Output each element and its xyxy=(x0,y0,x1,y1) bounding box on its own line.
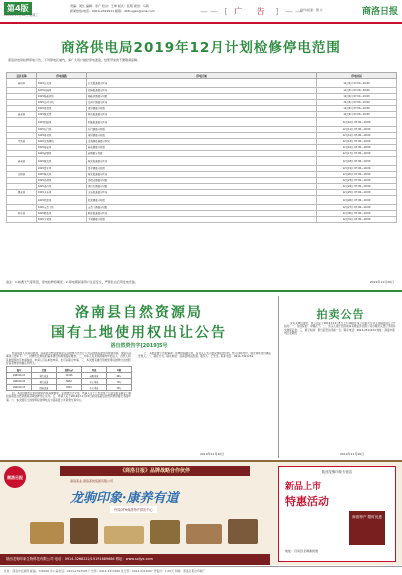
outage-cell: 10kV商镇线 xyxy=(37,151,87,157)
outage-cell: 10kV沙河子线 xyxy=(37,100,87,106)
land-notice-date: 2019年11月20日 xyxy=(200,452,225,456)
outage-cell: 12月13日 07:00—19:00 xyxy=(317,139,397,145)
outage-cell: 10kV富水线 xyxy=(37,166,87,172)
outage-cell: 10kV漫川线 xyxy=(37,184,87,190)
outage-cell: 12月16日 07:00—19:00 xyxy=(317,145,397,151)
outage-cell: 10kV高坝线 xyxy=(37,178,87,184)
outage-cell: 龙驹寨街道部分区域 xyxy=(87,139,317,145)
land-cell: 住宅用地 xyxy=(82,385,107,391)
outage-cell: 12月6日 07:00—19:00 xyxy=(317,106,397,112)
outage-cell: 下梁镇部分村组 xyxy=(87,217,317,223)
outage-intro: 商洛供电局检修停电公告，下列停电区域内，请广大用户做好停电准备，给您带来的不便敬请谅解。 xyxy=(8,58,141,62)
outage-cell: 12月11日 07:00—19:00 xyxy=(317,127,397,133)
outage-cell: 丹凤县 xyxy=(7,139,37,145)
outage-cell: 石门镇部分村组 xyxy=(87,127,317,133)
page-footer: 社址：商洛市北新街 邮编：726000 办公室电话：0914-2312345 广告部：0914-2313456 发行部：0914-2314567 零售价：1.00元 印刷：商洛日报社印刷厂 xyxy=(0,566,402,575)
outage-cell: 棣花镇部分村组 xyxy=(87,145,317,151)
land-cell: LN2019-02 xyxy=(7,379,32,385)
outage-cell: 12月19日 07:00—19:00 xyxy=(317,166,397,172)
land-continued-text: 四、本次挂牌出让的详细资料和具体要求，见挂牌出让文件。申请人可于公告发布之日起至报名截止日前到洛南县自然资源局获取挂牌出让文件。五、申请人可于2019年12月10日前到洛南县自然资源局提交书面申请。六、本次国有土地使用权挂牌地点为洛南县公共资源交易中心。 xyxy=(6,392,132,402)
outage-cell: 12月30日 07:00—19:00 xyxy=(317,211,397,217)
outage-cell: 12月24日 07:00—19:00 xyxy=(317,184,397,190)
land-right-text: 七、其他需要公告的事项：挂牌时间截止时，有竞买人表示愿意继续竞价的，转入现场竞价，通过现场竞价确定竞得人。八、联系方式。联系地址：洛南县城关街道。联系人：王先生。联系电话：0914-7321234 xyxy=(138,352,272,359)
outage-title: 商洛供电局2019年12月计划检修停电范围 xyxy=(61,40,341,56)
land-title-agency: 洛南县自然资源局 xyxy=(75,305,203,321)
outage-cell: 12月20日 07:00—19:00 xyxy=(317,172,397,178)
outage-cell: 12月23日 07:00—19:00 xyxy=(317,178,397,184)
outage-cell: 北关街道部分区域 xyxy=(87,79,317,88)
product-image xyxy=(228,519,258,544)
outage-cell: 山阳县 xyxy=(7,172,37,178)
land-cell: 住宅用地 xyxy=(82,379,107,385)
outage-cell: 12月12日 07:00—19:00 xyxy=(317,133,397,139)
outage-source-date: 2019年11月20日 xyxy=(369,280,394,284)
ad-contact-bar: 陕西龙驹印象生物科技有限公司 电话：0914-3268222/15191689686 网址：www.sxljyx.com xyxy=(0,554,270,565)
outage-cell: 景村镇部分村组 xyxy=(87,133,317,139)
masthead-credits xyxy=(70,4,180,14)
outage-cell: 城关街道部分区域 xyxy=(87,112,317,118)
outage-cell: 10kV乾佑线 xyxy=(37,211,87,217)
outage-cell: 12月27日 07:00—19:00 xyxy=(317,205,397,211)
land-header-cell: 年限 xyxy=(107,367,132,373)
outage-cell: 12月3日 07:00—19:00 xyxy=(317,88,397,94)
product-image xyxy=(30,522,64,544)
outage-cell: 镇安县 xyxy=(7,190,37,196)
outage-cell: 12月2日 07:00—19:00 xyxy=(317,79,397,88)
land-cell: 四皓街道 xyxy=(32,385,57,391)
outage-cell: 云盖寺镇部分村组 xyxy=(87,205,317,211)
land-cell: 城关街道 xyxy=(32,373,57,379)
ad-brand-logo: 商洛日报 xyxy=(4,466,26,488)
outage-cell: 12月9日 07:00—19:00 xyxy=(317,112,397,118)
outage-row xyxy=(7,196,397,205)
outage-cell: 12月4日 07:00—19:00 xyxy=(317,94,397,100)
outage-footnote: 备注：1.如遇天气等原因，停电检修将顺延；2.停电期间请用户注意安全，严禁私自启用发电设备。 xyxy=(6,280,138,284)
product-image xyxy=(150,520,180,544)
newspaper-logo: 商洛日报 xyxy=(361,7,398,17)
land-title-notice: 国有土地使用权出让公告 xyxy=(51,325,227,341)
land-cell: LN2019-03 xyxy=(7,385,32,391)
ad-promo-panel xyxy=(278,466,396,562)
issue-date: 2019年11月20日 星期三 xyxy=(4,13,39,17)
masthead-right-note: 副刊/版面：图 片 xyxy=(300,8,323,12)
land-header-cell: 编号 xyxy=(7,367,32,373)
outage-cell: 10kV龙驹寨线 xyxy=(37,139,87,145)
outage-cell: 10kV夜村线 xyxy=(37,106,87,112)
outage-cell: 10kV城关线 xyxy=(37,157,87,166)
outage-cell: 10kV四皓线 xyxy=(37,118,87,127)
ad-offer-box: 商洛特产 限时优惠 xyxy=(349,511,385,545)
outage-cell: 12月31日 07:00—19:00 xyxy=(317,217,397,223)
outage-cell xyxy=(7,196,37,205)
outage-cell: 12月17日 07:00—19:00 xyxy=(317,151,397,157)
outage-cell xyxy=(7,217,37,223)
section-divider xyxy=(0,290,402,292)
outage-cell: 富水镇部分村组 xyxy=(87,166,317,172)
outage-header-cell: 停电区域 xyxy=(87,73,317,79)
land-header-cell: 位置 xyxy=(32,367,57,373)
outage-cell: 回龙镇部分村组 xyxy=(87,196,317,205)
outage-row xyxy=(7,217,397,223)
outage-cell: 洛南县 xyxy=(7,112,37,118)
masthead xyxy=(0,0,402,24)
outage-cell: 10kV棣花线 xyxy=(37,145,87,151)
land-cell: 城关街道 xyxy=(32,379,57,385)
outage-cell: 10kV城关线 xyxy=(37,112,87,118)
land-cell: 8652 xyxy=(57,379,82,385)
outage-cell: 柞水县 xyxy=(7,211,37,217)
outage-cell: 商南县 xyxy=(7,157,37,166)
land-body-intro xyxy=(6,352,132,366)
outage-cell: 10kV北关线 xyxy=(37,79,87,88)
land-cell: 12346 xyxy=(57,373,82,379)
outage-header-cell: 停电时间 xyxy=(317,73,397,79)
ad-product-photos xyxy=(30,516,260,544)
outage-cell: 刘湾街道部分区域 xyxy=(87,88,317,94)
land-cell: LN2019-01 xyxy=(7,373,32,379)
auction-text: 受有关单位委托，我公司定于2019年12月5日上午10时在本公司拍卖厅对下列标的进行公开拍卖：一、拍卖标的：车辆若干。二、竞买人须于拍卖前持有效证件到我公司办理竞买登记手续并交纳保证金。三、展示时间：即日起至拍卖前一日。联系电话：0914-2311234 地址：商洛市商州区北新街 xyxy=(284,322,396,335)
outage-cell: 四皓街道部分区域 xyxy=(87,118,317,127)
outage-cell xyxy=(7,118,37,127)
outage-header-cell: 停电线路 xyxy=(37,73,87,79)
product-image xyxy=(70,518,98,544)
section-label: —— [ 广 告 ] —— xyxy=(200,7,305,16)
land-body-right xyxy=(138,352,272,448)
outage-cell: 12月18日 07:00—19:00 xyxy=(317,157,397,166)
ad-sub: 商洛茶业·商洛茶饮集团有限公司 xyxy=(70,479,113,483)
outage-cell: 城关街道部分区域 xyxy=(87,157,317,166)
outage-cell: 10kV永乐线 xyxy=(37,190,87,196)
land-body-continued xyxy=(6,392,132,450)
page-number: 第4版 xyxy=(4,2,32,15)
ad-store-name: 陕西龙驹印象专营店 xyxy=(321,470,353,474)
outage-cell: 乾佑街道部分区域 xyxy=(87,211,317,217)
outage-row xyxy=(7,79,397,88)
land-cell: 70年 xyxy=(107,385,132,391)
outage-cell: 夜村镇部分村组 xyxy=(87,106,317,112)
outage-cell: 漫川关镇部分村组 xyxy=(87,184,317,190)
land-cell: 6510 xyxy=(57,385,82,391)
outage-cell: 12月5日 07:00—19:00 xyxy=(317,100,397,106)
outage-cell: 城关街道部分区域 xyxy=(87,172,317,178)
ad-sale-headline: 特惠活动 xyxy=(285,495,329,508)
ad-address: 地址：丹凤县龙驹寨街道 xyxy=(285,549,319,553)
outage-cell: 12月26日 07:00—19:00 xyxy=(317,196,397,205)
auction-date: 2019年11月20日 xyxy=(340,452,365,456)
outage-table xyxy=(6,72,397,223)
auction-body xyxy=(284,322,396,448)
outage-cell: 高坝店镇部分村组 xyxy=(87,178,317,184)
outage-cell: 杨峪河镇部分村组 xyxy=(87,94,317,100)
land-cell: 商服用地 xyxy=(82,373,107,379)
ad-banner: 《商洛日报》品牌战略合作伙伴 xyxy=(60,466,250,476)
land-notice-number: 洛自然资告字[2019]5号 xyxy=(110,343,168,349)
outage-cell: 10kV景村线 xyxy=(37,133,87,139)
land-row xyxy=(7,385,132,391)
outage-cell: 沙河子镇部分区域 xyxy=(87,100,317,106)
ad-new-products: 新品上市 xyxy=(285,482,322,492)
hotline-line: 新闻热线/电话：0914-2322911 邮箱：dbtougao@sina.com xyxy=(70,9,155,13)
ad-slogan: 龙驹印象·康养有道 xyxy=(70,491,179,506)
outage-cell: 12月10日 07:00—19:00 xyxy=(317,118,397,127)
outage-header-cell: 县区名称 xyxy=(7,73,37,79)
outage-cell: 永乐街道部分区域 xyxy=(87,190,317,196)
auction-title: 拍卖公告 xyxy=(316,308,365,321)
land-header-cell: 面积(㎡) xyxy=(57,367,82,373)
section-name: 广 告 xyxy=(234,7,271,16)
outage-cell: 10kV杨峪河线 xyxy=(37,94,87,100)
outage-cell: 12月25日 07:00—19:00 xyxy=(317,190,397,196)
outage-cell: 10kV城关线 xyxy=(37,172,87,178)
editor-line: 责编：周红 编辑：李广 校对：王坤 版式：张明 视觉：马鸣 xyxy=(70,4,149,8)
land-header-cell: 用途 xyxy=(82,367,107,373)
outage-cell: 10kV刘湾线 xyxy=(37,88,87,94)
outage-cell: 商州区 xyxy=(7,79,37,88)
outage-row xyxy=(7,118,397,127)
outage-cell: 10kV回龙线 xyxy=(37,196,87,205)
ad-venue: 丹凤OTH商洛特产供应中心 xyxy=(110,506,157,513)
outage-cell: 10kV云盖寺线 xyxy=(37,205,87,211)
land-intro-text: 经洛南县人民政府批准，洛南县自然资源局决定以挂牌方式出让下列宗地国有建设用地使用权。现将有关事项公告如下：一、挂牌出让地块的基本情况和规划指标要求。二、中华人民共和国境内外的法人、自然人和其他组织均可申请参加，申请人可以单独申请，也可以联合申请。三、本次国有建设用地使用权挂牌出让按照价高者得原则确定竞得人。 xyxy=(6,352,132,365)
land-table xyxy=(6,366,132,391)
outage-cell: 10kV石门线 xyxy=(37,127,87,133)
outage-row xyxy=(7,157,397,166)
product-image xyxy=(186,524,222,544)
outage-cell: 商镇部分村组 xyxy=(87,151,317,157)
advertisement xyxy=(0,460,402,565)
land-cell: 40年 xyxy=(107,373,132,379)
product-image xyxy=(104,526,144,544)
outage-cell: 10kV下梁线 xyxy=(37,217,87,223)
land-cell: 70年 xyxy=(107,379,132,385)
